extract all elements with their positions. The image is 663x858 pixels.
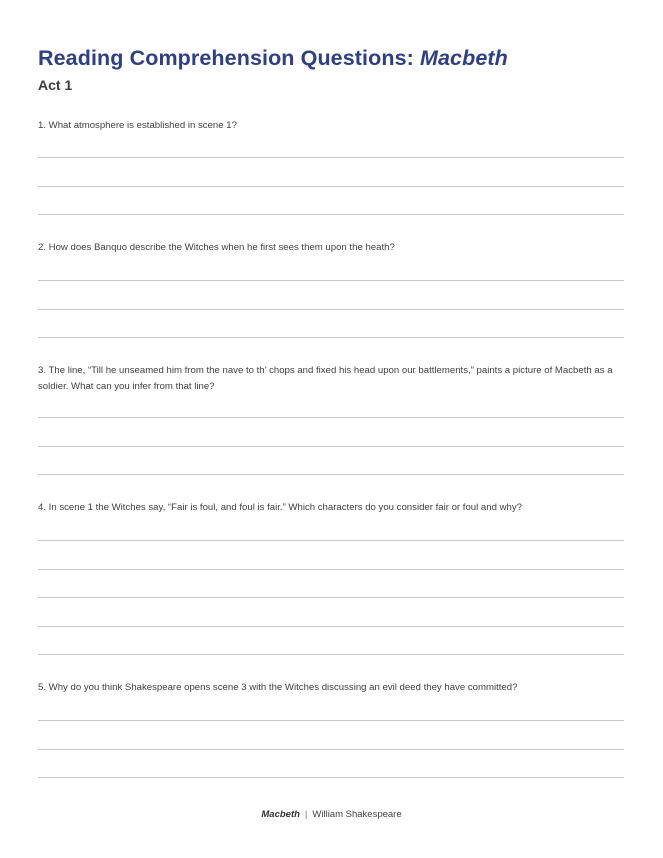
footer-book: Macbeth — [261, 809, 300, 820]
answer-line[interactable] — [38, 280, 624, 281]
answer-line[interactable] — [38, 309, 624, 310]
answer-line[interactable] — [38, 569, 624, 570]
title-work: Macbeth — [419, 46, 508, 70]
answer-line[interactable] — [38, 214, 624, 215]
answer-line[interactable] — [38, 474, 624, 475]
page-footer — [0, 809, 663, 820]
answer-line[interactable] — [38, 157, 624, 158]
answer-line[interactable] — [38, 186, 624, 187]
act-subtitle: Act 1 — [38, 77, 73, 93]
answer-line[interactable] — [38, 540, 624, 541]
answer-line[interactable] — [38, 446, 624, 447]
footer-author: William Shakespeare — [312, 809, 402, 820]
answer-line[interactable] — [38, 337, 624, 338]
answer-line[interactable] — [38, 777, 624, 778]
question-4: 4. In scene 1 the Witches say, “Fair is foul, and foul is fair.” Which characters do you consider fair or foul and why? — [38, 502, 522, 513]
question-5: 5. Why do you think Shakespeare opens scene 3 with the Witches discussing an evil deed they have committed? — [38, 682, 518, 693]
question-2: 2. How does Banquo describe the Witches when he first sees them upon the heath? — [38, 242, 395, 253]
question-1: 1. What atmosphere is established in scene 1? — [38, 120, 237, 131]
question-3: 3. The line, “Till he unseamed him from the nave to th’ chops and fixed his head upon our battlements,” paints a picture of Macbeth as a soldier. What can you infer from that line? — [38, 365, 613, 392]
footer-separator: | — [304, 809, 308, 820]
answer-line[interactable] — [38, 749, 624, 750]
answer-line[interactable] — [38, 654, 624, 655]
answer-line[interactable] — [38, 626, 624, 627]
answer-line[interactable] — [38, 720, 624, 721]
answer-line[interactable] — [38, 597, 624, 598]
title-prefix: Reading Comprehension Questions: — [38, 46, 420, 70]
answer-line[interactable] — [38, 417, 624, 418]
page-title — [38, 46, 508, 71]
